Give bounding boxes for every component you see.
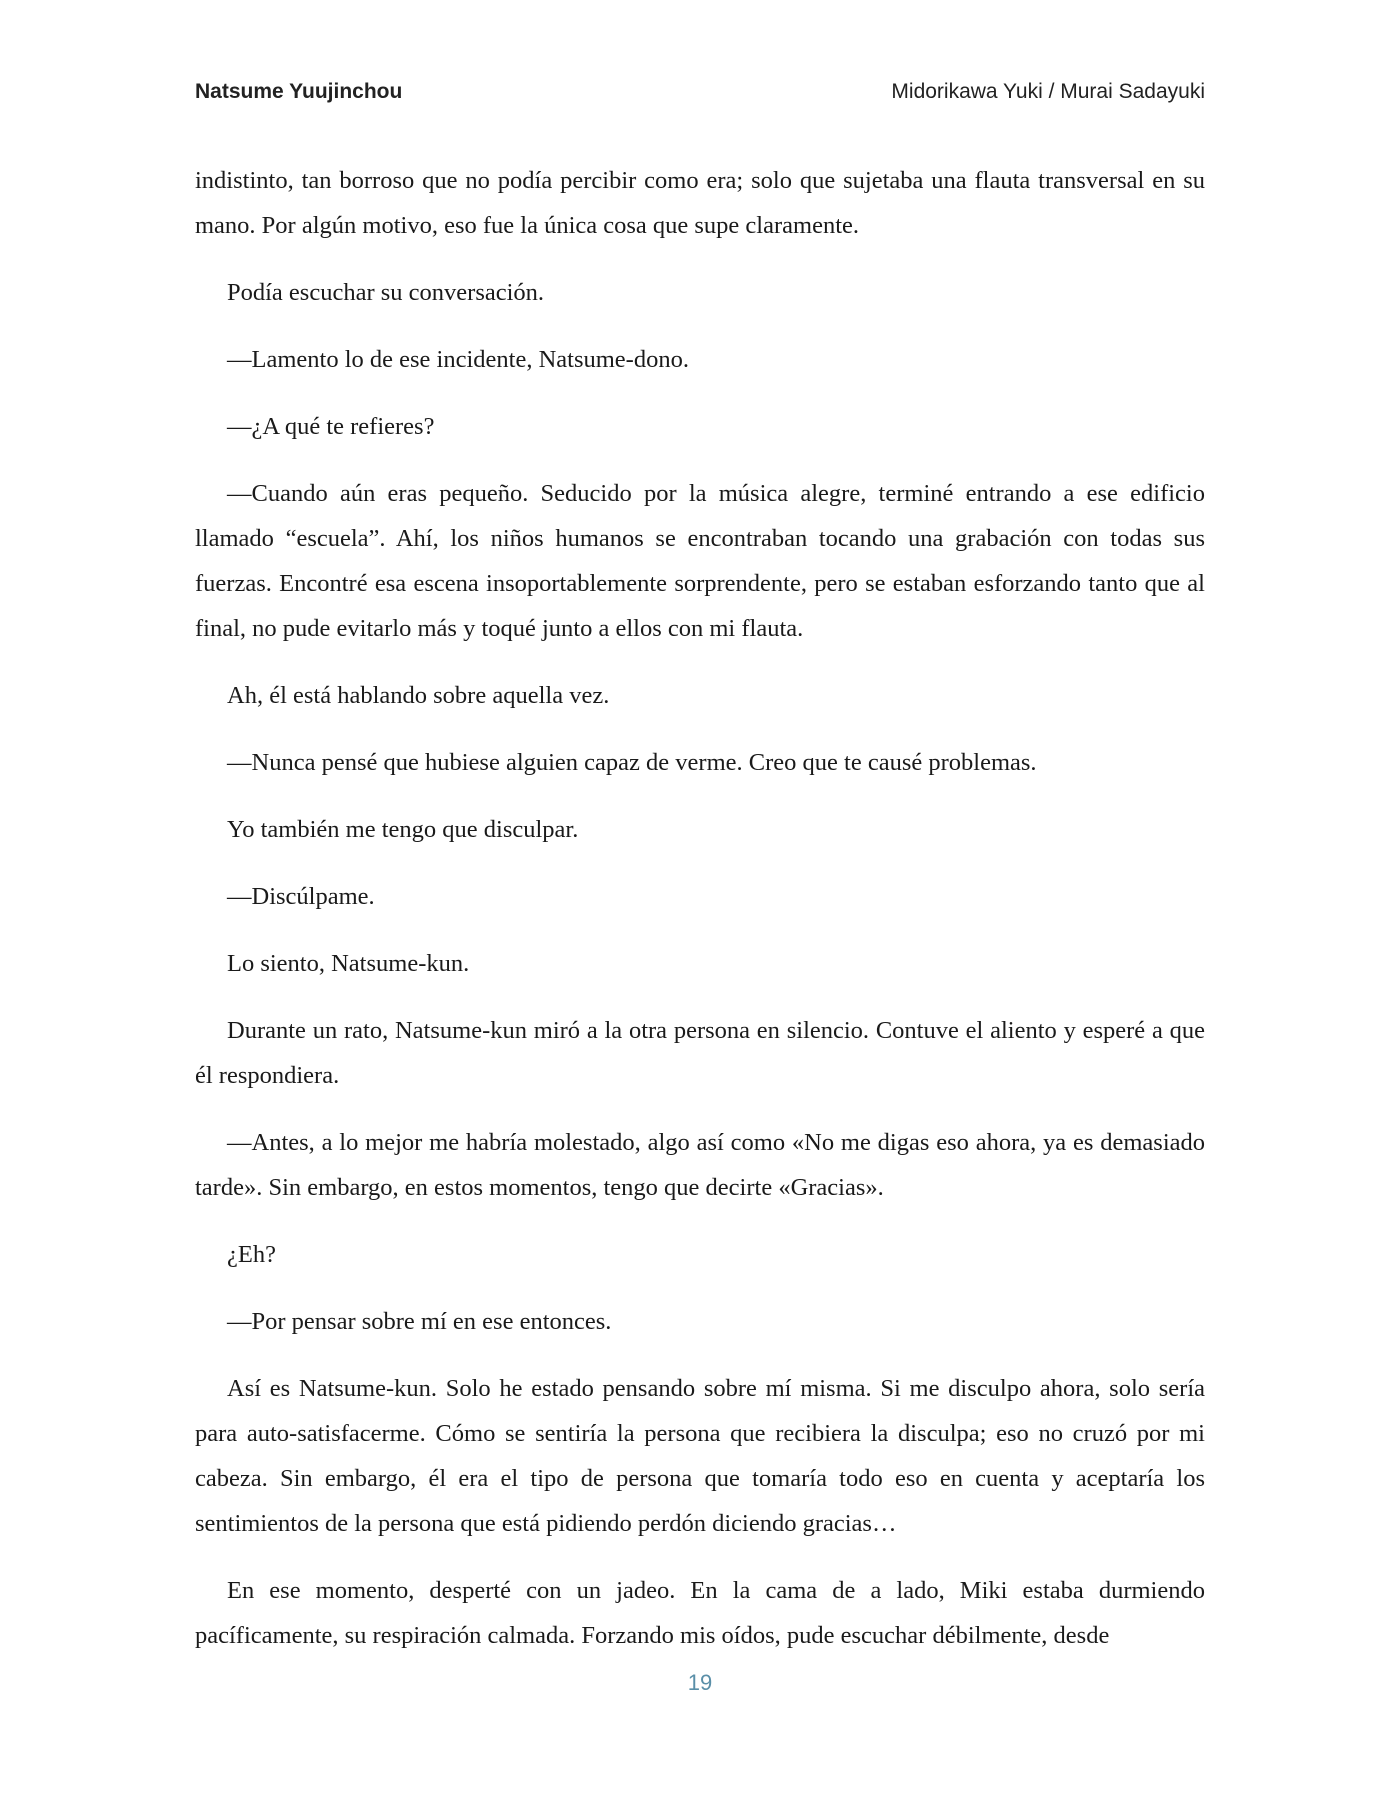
page-number: 19 [687, 1670, 713, 1695]
paragraph: indistinto, tan borroso que no podía percibir como era; solo que sujetaba una flauta transversal en su mano. Por algún motivo, eso fue la única cosa que supe claramente. [195, 167, 1205, 239]
paragraph: Yo también me tengo que disculpar. [227, 816, 579, 843]
book-authors: Midorikawa Yuki / Murai Sadayuki [891, 80, 1205, 103]
paragraph: Ah, él está hablando sobre aquella vez. [227, 682, 610, 709]
paragraph: ¿Eh? [227, 1241, 276, 1268]
paragraph: —Por pensar sobre mí en ese entonces. [227, 1308, 612, 1335]
paragraph: —¿A qué te refieres? [227, 413, 435, 440]
paragraph: Lo siento, Natsume-kun. [227, 950, 470, 977]
paragraph: Durante un rato, Natsume-kun miró a la otra persona en silencio. Contuve el aliento y esperé a que él respondiera. [195, 1017, 1205, 1089]
paragraph: Podía escuchar su conversación. [227, 279, 545, 306]
paragraph: —Antes, a lo mejor me habría molestado, algo así como «No me digas eso ahora, ya es demasiado tarde». Sin embargo, en estos momentos, tengo que decirte «Gracias». [195, 1129, 1205, 1201]
book-title: Natsume Yuujinchou [195, 80, 403, 103]
paragraph: Así es Natsume-kun. Solo he estado pensando sobre mí misma. Si me disculpo ahora, solo sería para auto-satisfacerme. Cómo se sentiría la persona que recibiera la disculpa; eso no cruzó por mi cabeza. Sin embargo, él era el tipo de persona que tomaría todo eso en cuenta y aceptaría los sentimientos de la persona que está pidiendo perdón diciendo gracias… [195, 1375, 1205, 1537]
body-text [195, 158, 1205, 1680]
page-header [195, 80, 1205, 104]
paragraph: En ese momento, desperté con un jadeo. En la cama de a lado, Miki estaba durmiendo pacíficamente, su respiración calmada. Forzando mis oídos, pude escuchar débilmente, desde [195, 1577, 1205, 1649]
paragraph: —Nunca pensé que hubiese alguien capaz de verme. Creo que te causé problemas. [227, 749, 1037, 776]
paragraph: —Cuando aún eras pequeño. Seducido por la música alegre, terminé entrando a ese edificio llamado “escuela”. Ahí, los niños humanos se encontraban tocando una grabación con todas sus fuerzas. Encontré esa escena insoportablemente sorprendente, pero se estaban esforzando tanto que al final, no pude evitarlo más y toqué junto a ellos con mi flauta. [195, 480, 1205, 642]
paragraph: —Discúlpame. [227, 883, 375, 910]
paragraph: —Lamento lo de ese incidente, Natsume-dono. [227, 346, 689, 373]
